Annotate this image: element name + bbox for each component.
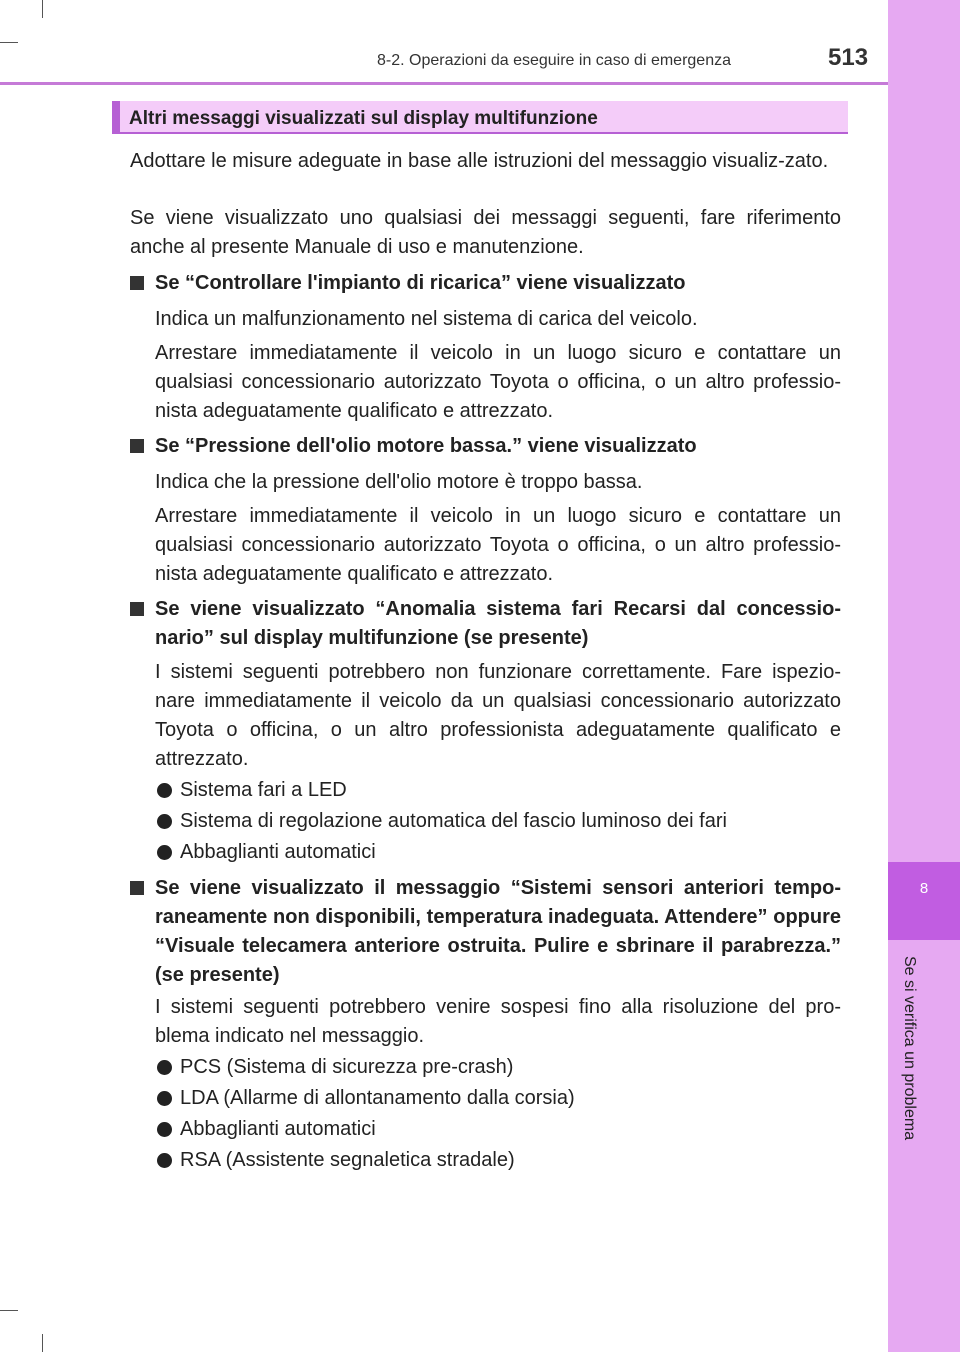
round-bullet-icon <box>157 814 172 829</box>
message-heading <box>130 595 841 653</box>
message-paragraph: I sistemi seguenti potrebbero non funzionare correttamente. Fare ispezio-nare immediatamente il veicolo da un qualsiasi concessionario autorizzato Toyota o officina, o un altro professionista adeguatamente qualificato e attrezzato. <box>155 661 841 770</box>
message-paragraph: Indica un malfunzionamento nel sistema di carica del veicolo. <box>155 308 698 330</box>
list-item <box>155 1053 841 1082</box>
intro-paragraph: Adottare le misure adeguate in base alle istruzioni del messaggio visualiz-zato. <box>130 150 829 172</box>
list-item-text: Sistema fari a LED <box>180 779 347 801</box>
list-item-text: Abbaglianti automatici <box>180 1118 376 1140</box>
section-header-underline <box>112 132 848 134</box>
chapter-number: 8 <box>919 880 929 897</box>
list-item-text: PCS (Sistema di sicurezza pre-crash) <box>180 1056 514 1078</box>
section-header-accent <box>112 101 120 134</box>
square-bullet-icon <box>130 881 144 895</box>
crop-mark <box>0 1310 18 1311</box>
message-heading-text: Se viene visualizzato “Anomalia sistema fari Recarsi dal concessio-nario” sul display multifunzione (se presente) <box>155 598 841 649</box>
section-header <box>112 101 848 134</box>
crop-mark <box>42 1334 43 1352</box>
list-item-text: RSA (Assistente segnaletica stradale) <box>180 1149 515 1171</box>
page-number: 513 <box>828 44 869 71</box>
message-heading-text: Se “Pressione dell'olio motore bassa.” viene visualizzato <box>155 435 697 457</box>
chapter-tab <box>888 862 960 940</box>
message-paragraph: Arrestare immediatamente il veicolo in un luogo sicuro e contattare un qualsiasi concessionario autorizzato Toyota o officina, o un altro professio-nista adeguatamente qualificato e attrezzato. <box>155 342 841 422</box>
intro-paragraph: Se viene visualizzato uno qualsiasi dei messaggi seguenti, fare riferimento anche al presente Manuale di uso e manutenzione. <box>130 207 841 258</box>
round-bullet-icon <box>157 845 172 860</box>
list-item-text: LDA (Allarme di allontanamento dalla corsia) <box>180 1087 575 1109</box>
header-rule <box>0 82 888 85</box>
list-item <box>155 776 841 805</box>
message-paragraph: Indica che la pressione dell'olio motore è troppo bassa. <box>155 471 643 493</box>
chapter-label: Se si verifica un problema <box>901 956 918 1141</box>
list-item <box>155 1084 841 1113</box>
message-heading-text: Se “Controllare l'impianto di ricarica” viene visualizzato <box>155 272 686 294</box>
list-item <box>155 838 841 867</box>
round-bullet-icon <box>157 1091 172 1106</box>
round-bullet-icon <box>157 783 172 798</box>
round-bullet-icon <box>157 1153 172 1168</box>
section-title: Altri messaggi visualizzati sul display multifunzione <box>129 108 598 129</box>
square-bullet-icon <box>130 602 144 616</box>
crop-mark <box>0 42 18 43</box>
square-bullet-icon <box>130 276 144 290</box>
message-heading-text: Se viene visualizzato il messaggio “Sistemi sensori anteriori tempo-raneamente non disponibili, temperatura inadeguata. Attendere” oppure “Visuale telecamera anteriore ostruita. Pulire e sbrinare il parabrezza.” (se presente) <box>155 877 841 986</box>
list-item-text: Sistema di regolazione automatica del fascio luminoso dei fari <box>180 810 727 832</box>
message-heading <box>130 874 841 990</box>
round-bullet-icon <box>157 1122 172 1137</box>
message-heading <box>130 269 841 298</box>
message-paragraph: I sistemi seguenti potrebbero venire sospesi fino alla risoluzione del pro-blema indicato nel messaggio. <box>155 996 841 1047</box>
message-paragraph: Arrestare immediatamente il veicolo in un luogo sicuro e contattare un qualsiasi concessionario autorizzato Toyota o officina, o un altro professio-nista adeguatamente qualificato e attrezzato. <box>155 505 841 585</box>
list-item-text: Abbaglianti automatici <box>180 841 376 863</box>
message-heading <box>130 432 841 461</box>
square-bullet-icon <box>130 439 144 453</box>
list-item <box>155 1115 841 1144</box>
chapter-sidebar <box>888 0 960 1352</box>
round-bullet-icon <box>157 1060 172 1075</box>
running-header: 8-2. Operazioni da eseguire in caso di emergenza <box>377 52 731 69</box>
list-item <box>155 807 841 836</box>
list-item <box>155 1146 841 1175</box>
crop-mark <box>42 0 43 18</box>
